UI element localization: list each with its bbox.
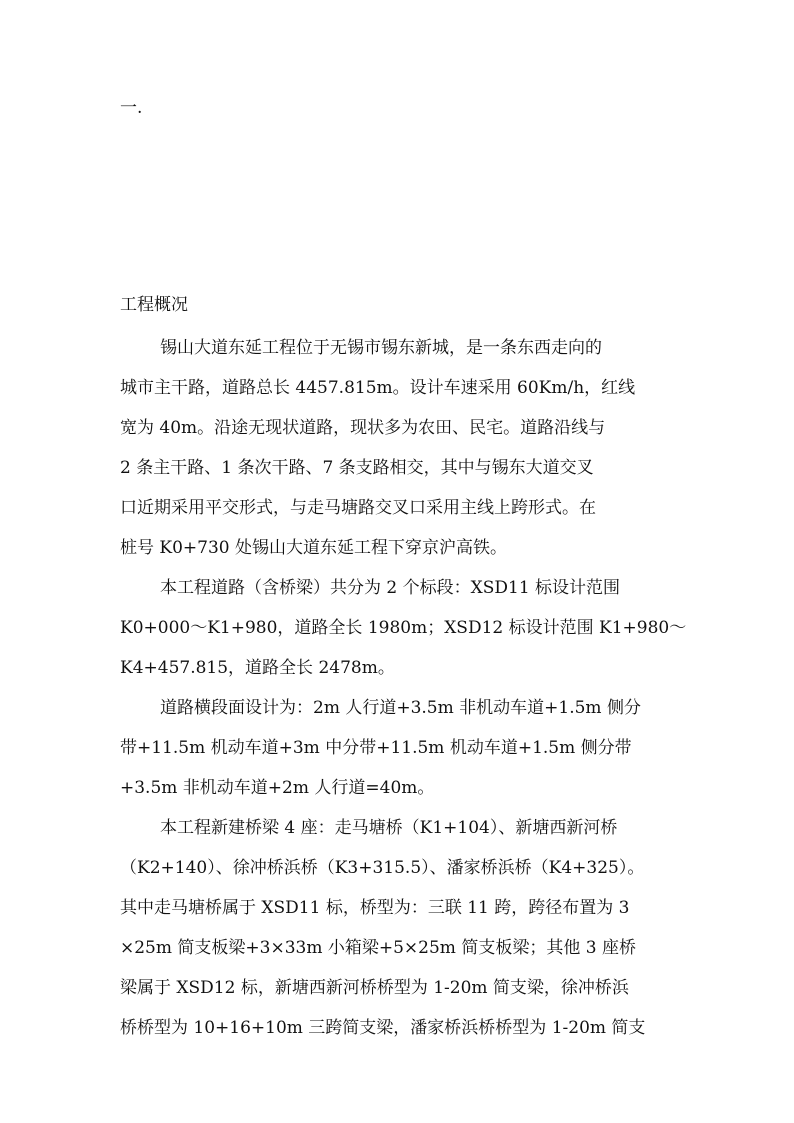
paragraph-line: 2 条主干路、1 条次干路、7 条支路相交，其中与锡东大道交叉	[120, 458, 594, 478]
paragraph-line: 其中走马塘桥属于 XSD11 标，桥型为：三联 11 跨，跨径布置为 3	[120, 898, 630, 918]
paragraph-line: K4+457.815，道路全长 2478m。	[120, 658, 395, 678]
document-body	[120, 328, 687, 1048]
paragraph-line: 桩号 K0+730 处锡山大道东延工程下穿京沪高铁。	[120, 538, 508, 558]
paragraph-line: 锡山大道东延工程位于无锡市锡东新城，是一条东西走向的	[160, 338, 602, 358]
heading-number: 一.	[120, 98, 143, 118]
paragraph-line: （K2+140）、徐冲桥浜桥（K3+315.5）、潘家桥浜桥（K4+325）。	[120, 858, 645, 878]
paragraph-bridges	[120, 808, 680, 1048]
paragraph-line: 宽为 40m。沿途无现状道路，现状多为农田、民宅。道路沿线与	[120, 418, 606, 438]
section-title: 工程概况	[120, 295, 188, 315]
paragraph-line: 道路横段面设计为：2m 人行道+3.5m 非机动车道+1.5m 侧分	[160, 698, 641, 718]
paragraph-line: 梁属于 XSD12 标，新塘西新河桥桥型为 1-20m 简支梁，徐冲桥浜	[120, 978, 629, 998]
paragraph-line: +3.5m 非机动车道+2m 人行道=40m。	[120, 778, 435, 798]
paragraph-line: 本工程道路（含桥梁）共分为 2 个标段：XSD11 标设计范围	[160, 578, 621, 598]
paragraph-line: ×25m 简支板梁+3×33m 小箱梁+5×25m 简支板梁；其他 3 座桥	[120, 938, 636, 958]
paragraph-line: K0+000～K1+980，道路全长 1980m；XSD12 标设计范围 K1+980～	[120, 618, 687, 638]
paragraph-line: 口近期采用平交形式，与走马塘路交叉口采用主线上跨形式。在	[120, 498, 596, 518]
paragraph-project-location	[120, 328, 680, 568]
paragraph-line: 本工程新建桥梁 4 座：走马塘桥（K1+104）、新塘西新河桥	[160, 818, 618, 838]
paragraph-line: 桥桥型为 10+16+10m 三跨简支梁，潘家桥浜桥桥型为 1-20m 简支	[120, 1018, 646, 1038]
paragraph-line: 带+11.5m 机动车道+3m 中分带+11.5m 机动车道+1.5m 侧分带	[120, 738, 632, 758]
paragraph-line: 城市主干路，道路总长 4457.815m。设计车速采用 60Km/h，红线	[120, 378, 636, 398]
paragraph-contract-sections	[120, 568, 687, 688]
paragraph-cross-section	[120, 688, 680, 808]
